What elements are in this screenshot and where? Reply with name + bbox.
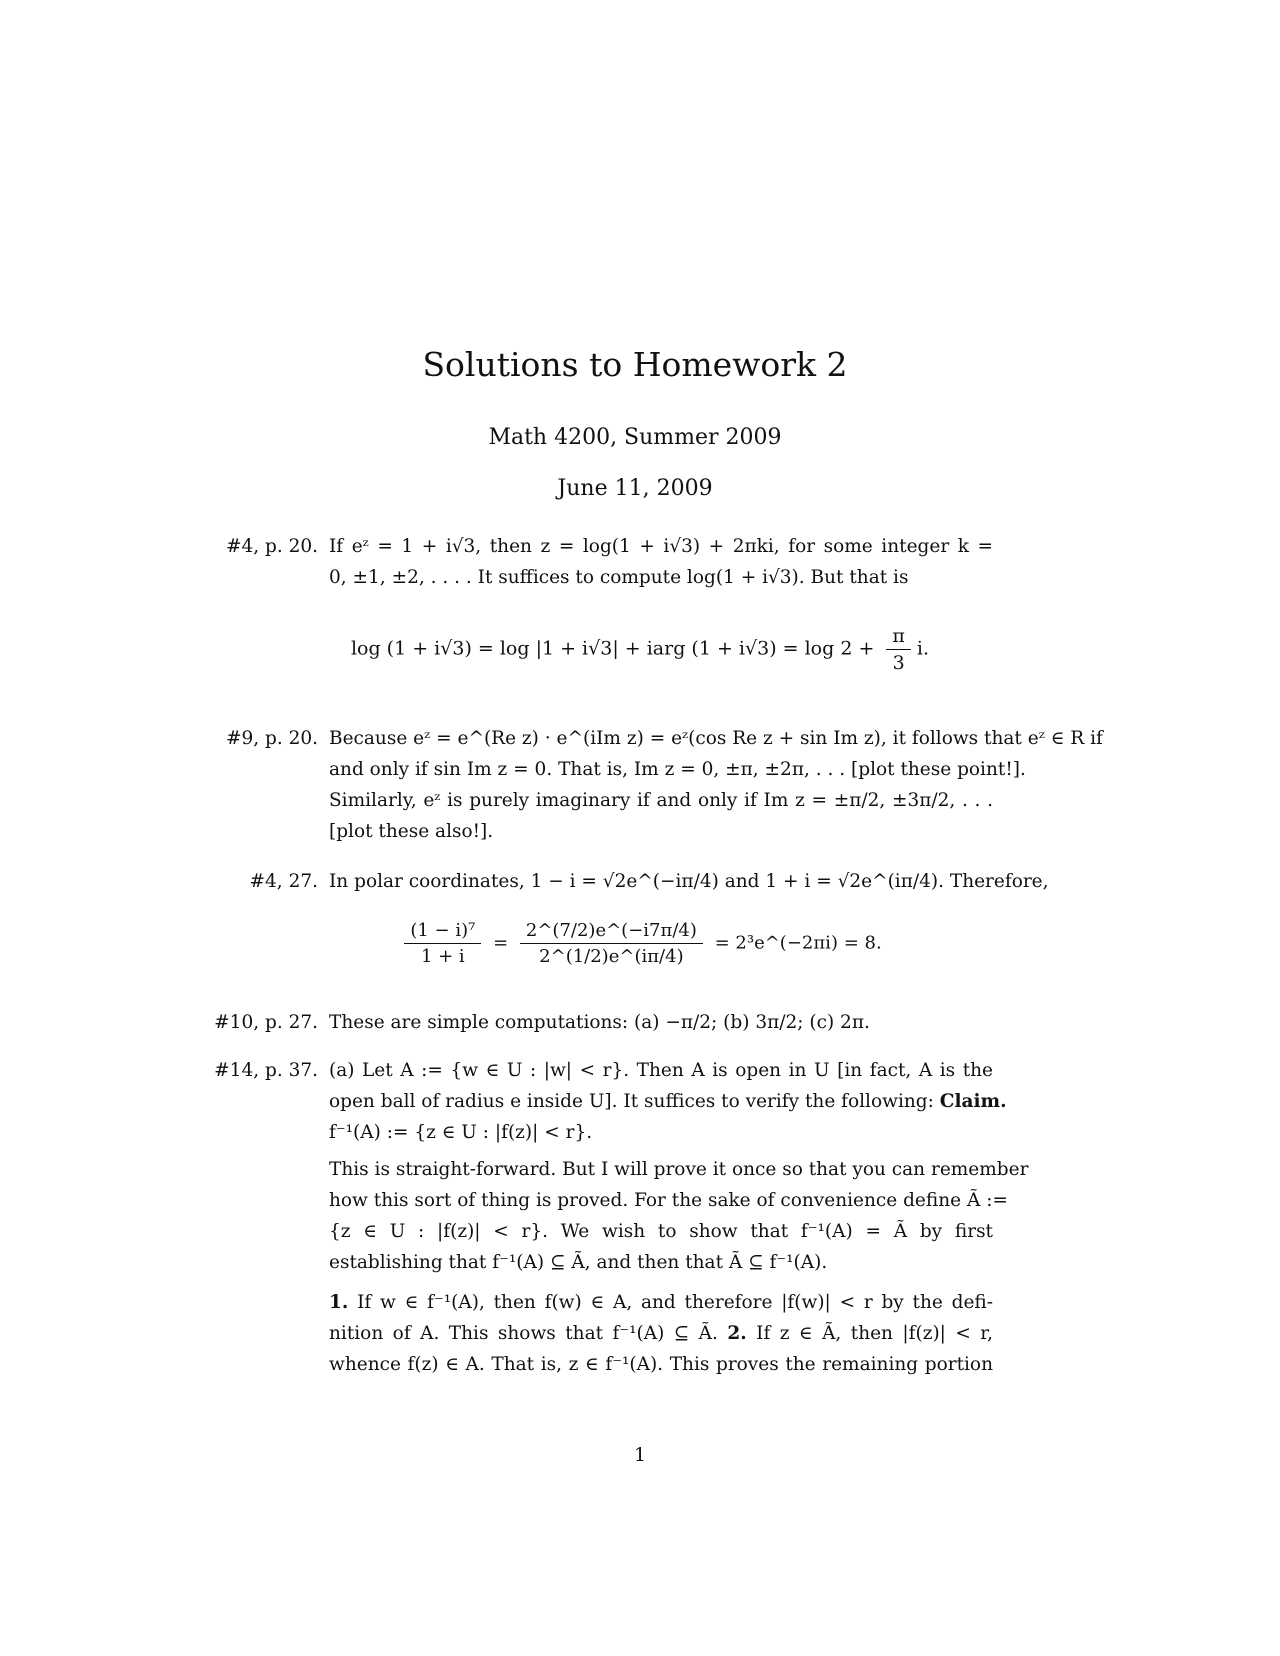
course-subtitle: Math 4200, Summer 2009 [488, 425, 782, 450]
claim-word: Claim. [939, 1091, 1007, 1112]
fraction-left [404, 920, 481, 967]
display-equation-power [0, 920, 1280, 967]
step-number: 2. [727, 1323, 747, 1344]
text-line [329, 1086, 1007, 1117]
text-segment: If w ∈ f⁻¹(A), then f(w) ∈ A, and therefore |f(w)| < r by the defi- [348, 1292, 993, 1313]
text-line: (a) Let A := {w ∈ U : |w| < r}. Then A is open in U [in fact, A is the [329, 1060, 993, 1081]
problem-label: #10, p. 27. [214, 1012, 318, 1033]
text-line: [plot these also!]. [329, 821, 494, 842]
display-equation-log [0, 625, 1280, 674]
text-line: 0, ±1, ±2, . . . . It suffices to compute log(1 + i√3). But that is [329, 567, 909, 588]
text-line [329, 1287, 993, 1318]
text-line: In polar coordinates, 1 − i = √2e^(−iπ/4) and 1 + i = √2e^(iπ/4). Therefore, [329, 871, 1049, 892]
equals-sign: = [493, 932, 509, 954]
text-line: whence f(z) ∈ A. That is, z ∈ f⁻¹(A). This proves the remaining portion [329, 1354, 993, 1375]
text-line: establishing that f⁻¹(A) ⊆ Ã, and then that Ã ⊆ f⁻¹(A). [329, 1252, 828, 1273]
text-segment: open ball of radius e inside U]. It suffices to verify the following: [329, 1091, 940, 1112]
problem-label: #4, p. 20. [225, 536, 318, 557]
text-segment: nition of A. This shows that f⁻¹(A) ⊆ Ã. [329, 1323, 728, 1344]
document-date: June 11, 2009 [557, 476, 713, 501]
fraction-denominator: 1 + i [420, 946, 465, 967]
text-line: how this sort of thing is proved. For the sake of convenience define Ã := [329, 1190, 1008, 1211]
text-segment: If z ∈ Ã, then |f(z)| < r, [746, 1323, 993, 1344]
page-number: 1 [633, 1444, 647, 1466]
text-line: f⁻¹(A) := {z ∈ U : |f(z)| < r}. [329, 1122, 593, 1143]
fraction-numerator: (1 − i)⁷ [404, 920, 481, 944]
fraction [886, 625, 911, 674]
text-line: {z ∈ U : |f(z)| < r}. We wish to show that f⁻¹(A) = Ã by first [329, 1221, 993, 1242]
problem-body [329, 1055, 1007, 1148]
paragraph-body [329, 1287, 993, 1380]
problem-body [329, 1007, 993, 1038]
paragraph-body [329, 1154, 1029, 1278]
problem-label: #14, p. 37. [214, 1060, 318, 1081]
text-line: Similarly, eᶻ is purely imaginary if and only if Im z = ±π/2, ±3π/2, . . . [329, 790, 993, 811]
problem-label: #4, 27. [249, 871, 318, 892]
text-line: If eᶻ = 1 + i√3, then z = log(1 + i√3) + 2πki, for some integer k = [329, 536, 993, 557]
step-number: 1. [329, 1292, 349, 1313]
equation-text: log (1 + i√3) = log |1 + i√3| + iarg (1 + i√3) = log 2 + [350, 637, 881, 660]
fraction-numerator: π [886, 625, 911, 650]
problem-body [329, 723, 1103, 847]
text-line: and only if sin Im z = 0. That is, Im z = 0, ±π, ±2π, . . . [plot these point!]. [329, 759, 1026, 780]
equation-tail: i. [916, 637, 930, 660]
problem-label: #9, p. 20. [225, 728, 318, 749]
fraction-denominator: 3 [892, 652, 905, 674]
problem-body [329, 866, 1049, 897]
text-line: This is straight-forward. But I will prove it once so that you can remember [329, 1159, 1029, 1180]
fraction-denominator: 2^(1/2)e^(iπ/4) [539, 946, 684, 967]
page-title: Solutions to Homework 2 [422, 345, 848, 384]
fraction-right [520, 920, 703, 967]
problem-body [329, 531, 993, 593]
text-line: These are simple computations: (a) −π/2; (b) 3π/2; (c) 2π. [329, 1012, 870, 1033]
equation-tail: = 2³e^(−2πi) = 8. [714, 932, 882, 954]
fraction-numerator: 2^(7/2)e^(−i7π/4) [520, 920, 703, 944]
text-line [329, 1318, 993, 1349]
text-line: Because eᶻ = e^(Re z) · e^(iIm z) = eᶻ(cos Re z + sin Im z), it follows that eᶻ ∈ R if [329, 728, 1103, 749]
